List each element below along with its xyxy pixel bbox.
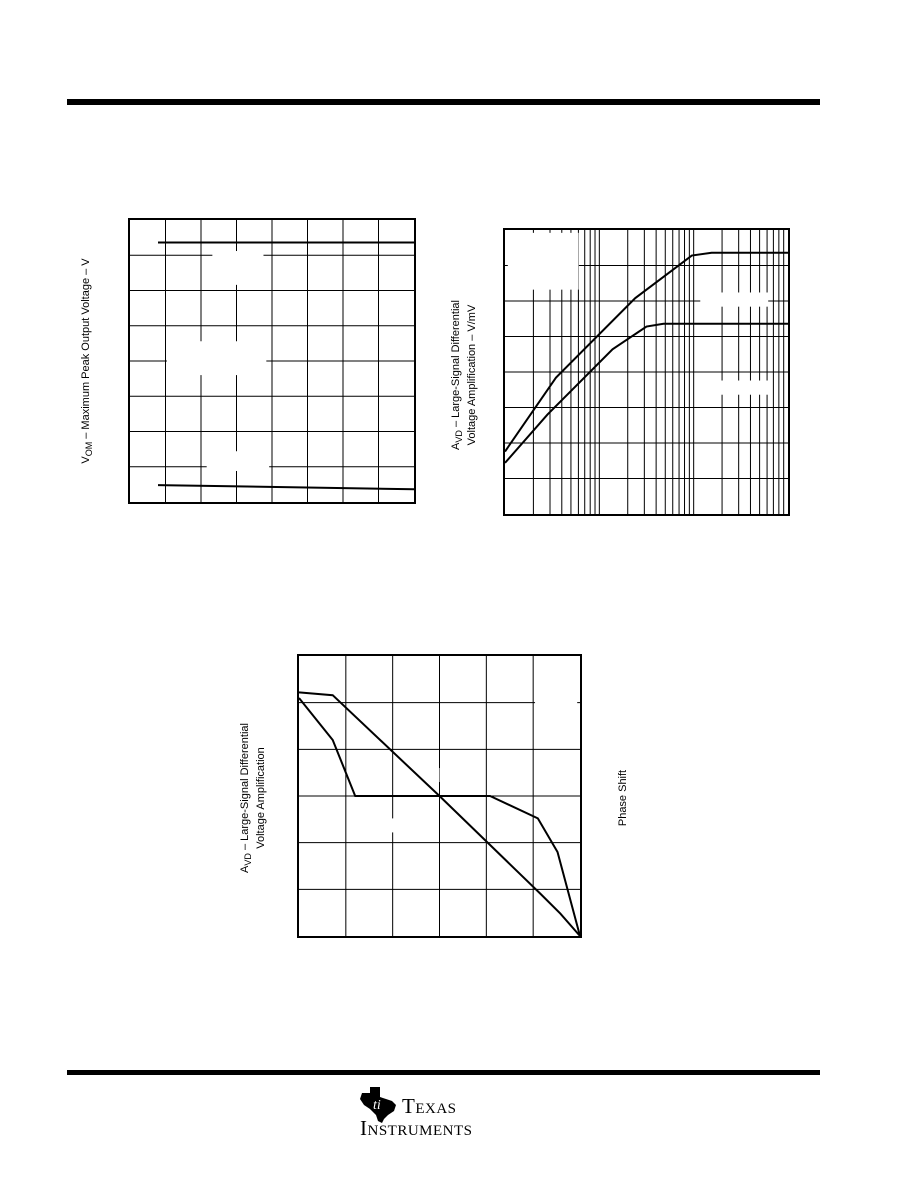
texas-instruments-logo <box>356 1083 516 1143</box>
header-rule <box>67 99 820 105</box>
bode-phase-axis-label: Phase Shift <box>617 769 629 827</box>
annotation-area <box>392 818 398 832</box>
vom-chart <box>128 218 416 504</box>
avd-gain-chart <box>503 228 790 516</box>
annotation-area <box>508 233 579 290</box>
bode-y-axis-label: $A_{VD}$ – Large-Signal Differential Voltage Amplification <box>239 723 267 873</box>
annotation-area <box>700 381 768 395</box>
vom-plot-area <box>130 220 414 502</box>
series-line-2 <box>158 485 414 489</box>
annotation-area <box>434 768 440 782</box>
footer-rule <box>67 1070 820 1075</box>
annotation-area <box>535 659 577 743</box>
logo-instruments-text: Instruments <box>360 1116 473 1140</box>
avd-gain-plot-area <box>505 230 788 514</box>
svg-text:ti: ti <box>373 1098 381 1113</box>
annotation-area <box>167 341 266 375</box>
annotation-area <box>212 251 263 285</box>
avd-gain-y-axis-label: $A_{VD}$ – Large-Signal Differential Voltage Amplification – V/mV <box>450 300 478 450</box>
bode-chart <box>297 654 582 938</box>
vom-y-axis-label: $V_{OM}$ – Maximum Peak Output Voltage – V <box>80 258 94 464</box>
bode-plot-area <box>299 656 580 936</box>
annotation-area <box>700 292 768 306</box>
annotation-area <box>207 451 269 471</box>
logo-texas-text: Texas <box>402 1094 457 1118</box>
